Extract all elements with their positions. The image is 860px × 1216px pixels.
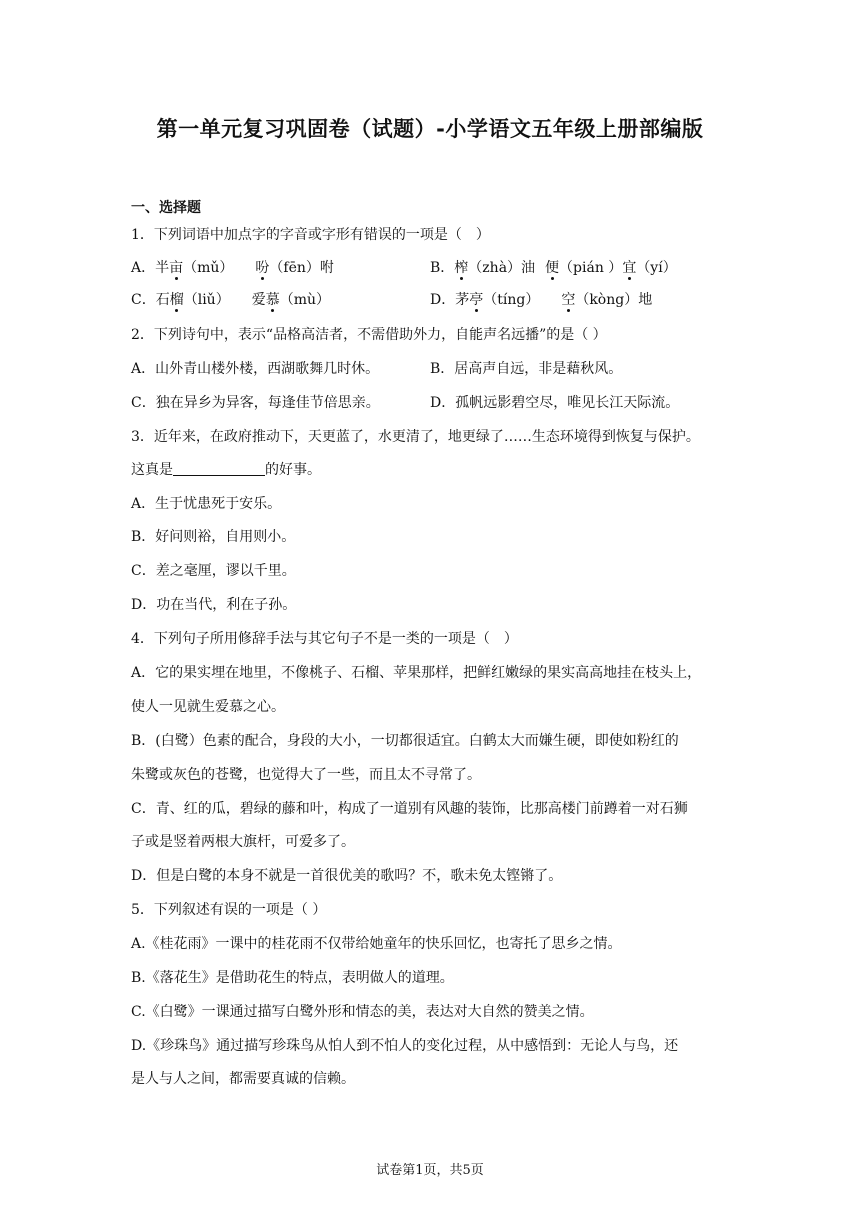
question-4-option-a-line-2: 使人一见就生爱慕之心。 <box>131 699 285 715</box>
question-1-option-a <box>131 258 334 278</box>
question-4-option-b-line-1: B．(白鹭）色素的配合，身段的大小，一切都很适宜。白鹤太大而嫌生硬，即使如粉红的 <box>131 733 679 749</box>
question-5-option-d-line-2: 是人与人之间，都需要真诚的信赖。 <box>131 1071 355 1087</box>
question-5-option-d-line-1: D.《珍珠鸟》通过描写珍珠鸟从怕人到不怕人的变化过程，从中感悟到：无论人与鸟，还 <box>131 1038 679 1054</box>
question-3-stem-line-2 <box>131 460 321 480</box>
question-3-option-d: D．功在当代，利在子孙。 <box>131 597 297 613</box>
pinyin: （yí） <box>636 260 677 276</box>
question-4-option-c-line-1: C．青、红的瓜，碧绿的藤和叶，构成了一道别有风趣的装饰，比那高楼门前蹲着一对石狮 <box>131 801 688 817</box>
pinyin: （zhà）油 <box>468 260 536 276</box>
dotted-char: 便 <box>545 260 560 276</box>
question-1-stem: 1．下列词语中加点字的字音或字形有错误的一项是（ ） <box>131 227 490 243</box>
pinyin: （mǔ） <box>183 260 234 276</box>
pinyin: （fēn）咐 <box>269 260 334 276</box>
page-title: 第一单元复习巩固卷（试题）-小学语文五年级上册部编版 <box>156 117 704 141</box>
question-2-option-d: D．孤帆远影碧空尽，唯见长江天际流。 <box>430 395 680 411</box>
question-5-stem: 5．下列叙述有误的一项是（ ） <box>131 902 327 918</box>
pinyin: （tíng） <box>483 292 540 308</box>
dotted-char: 亩 <box>169 260 184 276</box>
option-label: D．茅 <box>430 292 470 308</box>
dotted-char: 榴 <box>169 292 184 308</box>
question-2-option-c: C．独在异乡为异客，每逢佳节倍思亲。 <box>131 395 380 411</box>
stem-text: 的好事。 <box>265 462 321 478</box>
question-5-option-c: C.《白鹭》一课通过描写白鹭外形和情态的美，表达对大自然的赞美之情。 <box>131 1004 594 1020</box>
option-label: A．半 <box>131 260 170 276</box>
dotted-char: 空 <box>561 292 576 308</box>
question-4-stem: 4．下列句子所用修辞手法与其它句子不是一类的一项是（ ） <box>131 631 518 647</box>
question-3-option-c: C．差之毫厘，谬以千里。 <box>131 563 296 579</box>
question-1-option-b <box>430 258 677 278</box>
question-2-stem: 2．下列诗句中，表示“品格高洁者，不需借助外力，自能声名远播”的是（ ） <box>131 327 607 343</box>
question-3-option-a: A．生于忧患死于安乐。 <box>131 496 282 512</box>
section-heading: 一、选择题 <box>131 200 201 216</box>
option-label: C．石 <box>131 292 170 308</box>
question-2-option-b: B．居高声自远，非是藉秋风。 <box>430 361 623 377</box>
question-4-option-c-line-2: 子或是竖着两根大旗杆，可爱多了。 <box>131 834 355 850</box>
option-label: B． <box>430 260 455 276</box>
question-4-option-b-line-2: 朱鹭或灰色的苍鹭，也觉得大了一些，而且太不寻常了。 <box>131 767 481 783</box>
dotted-char: 榨 <box>454 260 469 276</box>
question-4-option-d: D．但是白鹭的本身不就是一首很优美的歌吗？不，歌未免太铿锵了。 <box>131 868 563 884</box>
pinyin: （mù） <box>279 292 330 308</box>
question-3-stem-line-1: 3．近年来，在政府推动下，天更蓝了，水更清了，地更绿了……生态环境得到恢复与保护。 <box>131 429 700 445</box>
dotted-char: 慕 <box>265 292 280 308</box>
question-1-option-c <box>131 290 330 310</box>
answer-blank[interactable] <box>173 461 265 476</box>
question-5-option-b: B.《落花生》是借助花生的特点，表明做人的道理。 <box>131 970 454 986</box>
page-footer: 试卷第1页，共5页 <box>376 1163 484 1178</box>
pinyin: （pián ） <box>559 260 623 276</box>
dotted-char: 亭 <box>469 292 484 308</box>
pinyin: （kòng）地 <box>575 292 653 308</box>
dotted-char: 宜 <box>622 260 637 276</box>
question-4-option-a-line-1: A．它的果实埋在地里，不像桃子、石榴、苹果那样，把鲜红嫩绿的果实高高地挂在枝头上， <box>131 665 702 681</box>
question-5-option-a: A.《桂花雨》一课中的桂花雨不仅带给她童年的快乐回忆，也寄托了思乡之情。 <box>131 936 622 952</box>
question-1-option-d <box>430 290 652 310</box>
dotted-char: 吩 <box>255 260 270 276</box>
stem-text: 这真是 <box>131 462 173 478</box>
question-2-option-a: A．山外青山楼外楼，西湖歌舞几时休。 <box>131 361 380 377</box>
plain-char: 爱 <box>251 292 266 308</box>
pinyin: （liǔ） <box>183 292 230 308</box>
question-3-option-b: B．好问则裕，自用则小。 <box>131 529 296 545</box>
